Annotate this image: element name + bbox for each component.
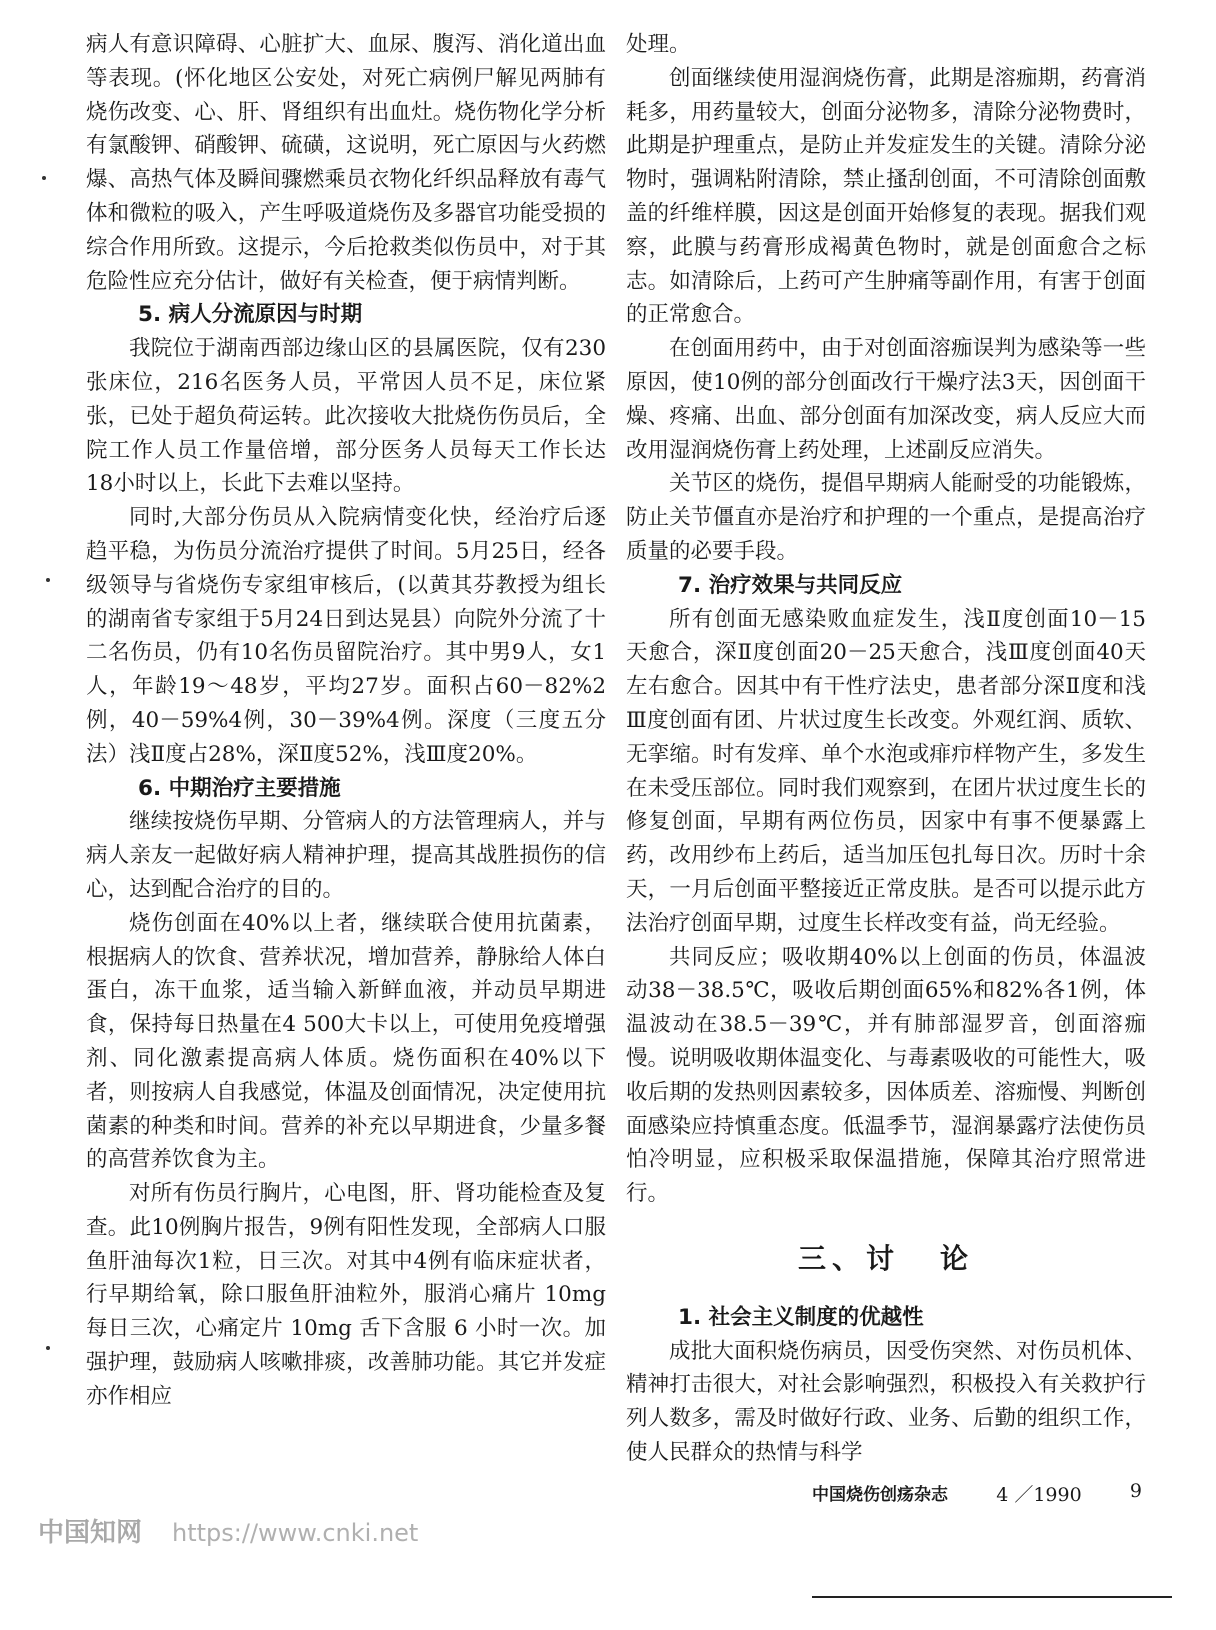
left-column [86, 28, 606, 1414]
paragraph: 所有创面无感染败血症发生，浅Ⅱ度创面10－15天愈合，深Ⅱ度创面20－25天愈合，浅Ⅲ度创面40天左右愈合。因其中有干性疗法史，患者部分深Ⅱ度和浅Ⅲ度创面有团、片状过度生长改变。外观红润、质软、无挛缩。时有发痒、单个水泡或痱疖样物产生，多发生在未受压部位。同时我们观察到，在团片状过度生长的修复创面，早期有两位伤员，因家中有事不便暴露上药，改用纱布上药后，适当加压包扎每日次。历时十余天，一月后创面平整接近正常皮肤。是否可以提示此方法治疗创面早期，过度生长样改变有益，尚无经验。 [626, 606, 1146, 936]
discussion-heading [626, 1239, 1146, 1279]
paragraph: 我院位于湖南西部边缘山区的县属医院，仅有230张床位，216名医务人员，平常因人员不足，床位紧张，已处于超负荷运转。此次接收大批烧伤伤员后，全院工作人员工作量倍增，部分医务人员每天工作长达18小时以上，长此下去难以坚持。 [86, 336, 606, 497]
discussion-heading-part: 论 [940, 1241, 975, 1275]
paragraph: 在创面用药中，由于对创面溶痂误判为感染等一些原因，使10例的部分创面改行干燥疗法3天，因创面干燥、疼痛、出血、部分创面有加深改变，病人反应大而改用湿润烧伤膏上药处理，上述副反应消失。 [626, 336, 1146, 463]
section-heading-6: 6. 中期治疗主要措施 [138, 775, 341, 801]
paragraph: 处理。 [626, 32, 691, 57]
issue-number: 4 ／1990 [996, 1484, 1082, 1506]
page-footer [812, 1480, 1142, 1507]
bottom-rule [812, 1596, 1172, 1598]
paragraph: 成批大面积烧伤病员，因受伤突然、对伤员机体、精神打击很大，对社会影响强烈，积极投入有关救护行列人数多，需及时做好行政、业务、后勤的组织工作，使人民群众的热情与科学 [626, 1338, 1146, 1466]
paragraph: 对所有伤员行胸片，心电图，肝、肾功能检查及复查。此10例胸片报告，9例有阳性发现，全部病人口服鱼肝油每次1粒，日三次。对其中4例有临床症状者，行早期给氧，除口服鱼肝油粒外，服消心痛片 10mg 每日三次，心痛定片 10mg 舌下含服 6 小时一次。加强护理，鼓励病人咳嗽排痰，改善肺功能。其它并发症亦作相应 [86, 1181, 606, 1409]
watermark-brand: 中国知网 [38, 1518, 143, 1548]
section-heading-5: 5. 病人分流原因与时期 [138, 302, 363, 328]
section-heading-7: 7. 治疗效果与共同反应 [678, 572, 903, 598]
paragraph: 烧伤创面在40%以上者，继续联合使用抗菌素，根据病人的饮食、营养状况，增加营养，静脉给人体白蛋白，冻干血浆，适当输入新鲜血液，并动员早期进食，保持每日热量在4 500大卡以上，可使用免疫增强剂、同化激素提高病人体质。烧伤面积在40%以下者，则按病人自我感觉，体温及创面情况，决定使用抗菌素的种类和时间。营养的补充以早期进食，少量多餐的高营养饮食为主。 [86, 910, 606, 1173]
cnki-watermark [38, 1512, 418, 1549]
watermark-url: https://www.cnki.net [172, 1519, 419, 1547]
paragraph: 共同反应；吸收期40%以上创面的伤员，体温波动38－38.5℃，吸收后期创面65%和82%各1例，体温波动在38.5－39℃，并有肺部湿罗音，创面溶痂慢。说明吸收期体温变化、与毒素吸收的可能性大，吸收后期的发热则因素较多，因体质差、溶痂慢、判断创面感染应持慎重态度。低温季节，湿润暴露疗法使伤员怕冷明显，应积极采取保温措施，保障其治疗照常进行。 [626, 944, 1146, 1207]
paragraph: 关节区的烧伤，提倡早期病人能耐受的功能锻炼，防止关节僵直亦是治疗和护理的一个重点，是提高治疗质量的必要手段。 [626, 471, 1146, 564]
scan-speck [46, 578, 50, 582]
right-column [626, 28, 1146, 1470]
journal-name: 中国烧伤创疡杂志 [812, 1485, 948, 1505]
paragraph: 创面继续使用湿润烧伤膏，此期是溶痂期，药膏消耗多，用药量较大，创面分泌物多，清除分泌物费时，此期是护理重点，是防止并发症发生的关键。清除分泌物时，强调粘附清除，禁止搔刮创面，不可清除创面敷盖的纤维样膜，因这是创面开始修复的表现。据我们观察，此膜与药膏形成褐黄色物时，就是创面愈合之标志。如清除后，上药可产生肿痛等副作用，有害于创面的正常愈合。 [626, 65, 1146, 328]
paragraph: 病人有意识障碍、心脏扩大、血尿、腹泻、消化道出血等表现。(怀化地区公安处，对死亡病例尸解见两肺有烧伤改变、心、肝、肾组织有出血灶。烧伤物化学分析有氯酸钾、硝酸钾、硫磺，这说明，死亡原因与火药燃爆、高热气体及瞬间骤燃乘员衣物化纤织品释放有毒气体和微粒的吸入，产生呼吸道烧伤及多器官功能受损的综合作用所致。这提示，今后抢救类似伤员中，对于其危险性应充分估计，做好有关检查，便于病情判断。 [86, 32, 606, 294]
scan-speck [46, 1346, 50, 1350]
section-heading-1: 1. 社会主义制度的优越性 [678, 1304, 924, 1330]
paragraph: 同时,大部分伤员从入院病情变化快，经治疗后逐趋平稳，为伤员分流治疗提供了时间。5月25日，经各级领导与省烧伤专家组审核后，(以黄其芬教授为组长的湖南省专家组于5月24日到达晃县）向院外分流了十二名伤员，仍有10名伤员留院治疗。其中男9人，女1人，年龄19～48岁，平均27岁。面积占60－82%2例，40－59%4例，30－39%4例。深度（三度五分法）浅Ⅱ度占28%，深Ⅱ度52%，浅Ⅲ度20%。 [86, 505, 606, 767]
scan-speck [42, 176, 46, 180]
discussion-heading-part: 三、讨 [797, 1241, 900, 1275]
paragraph: 继续按烧伤早期、分管病人的方法管理病人，并与病人亲友一起做好病人精神护理，提高其战胜损伤的信心，达到配合治疗的目的。 [86, 809, 606, 902]
page-number: 9 [1129, 1480, 1142, 1502]
